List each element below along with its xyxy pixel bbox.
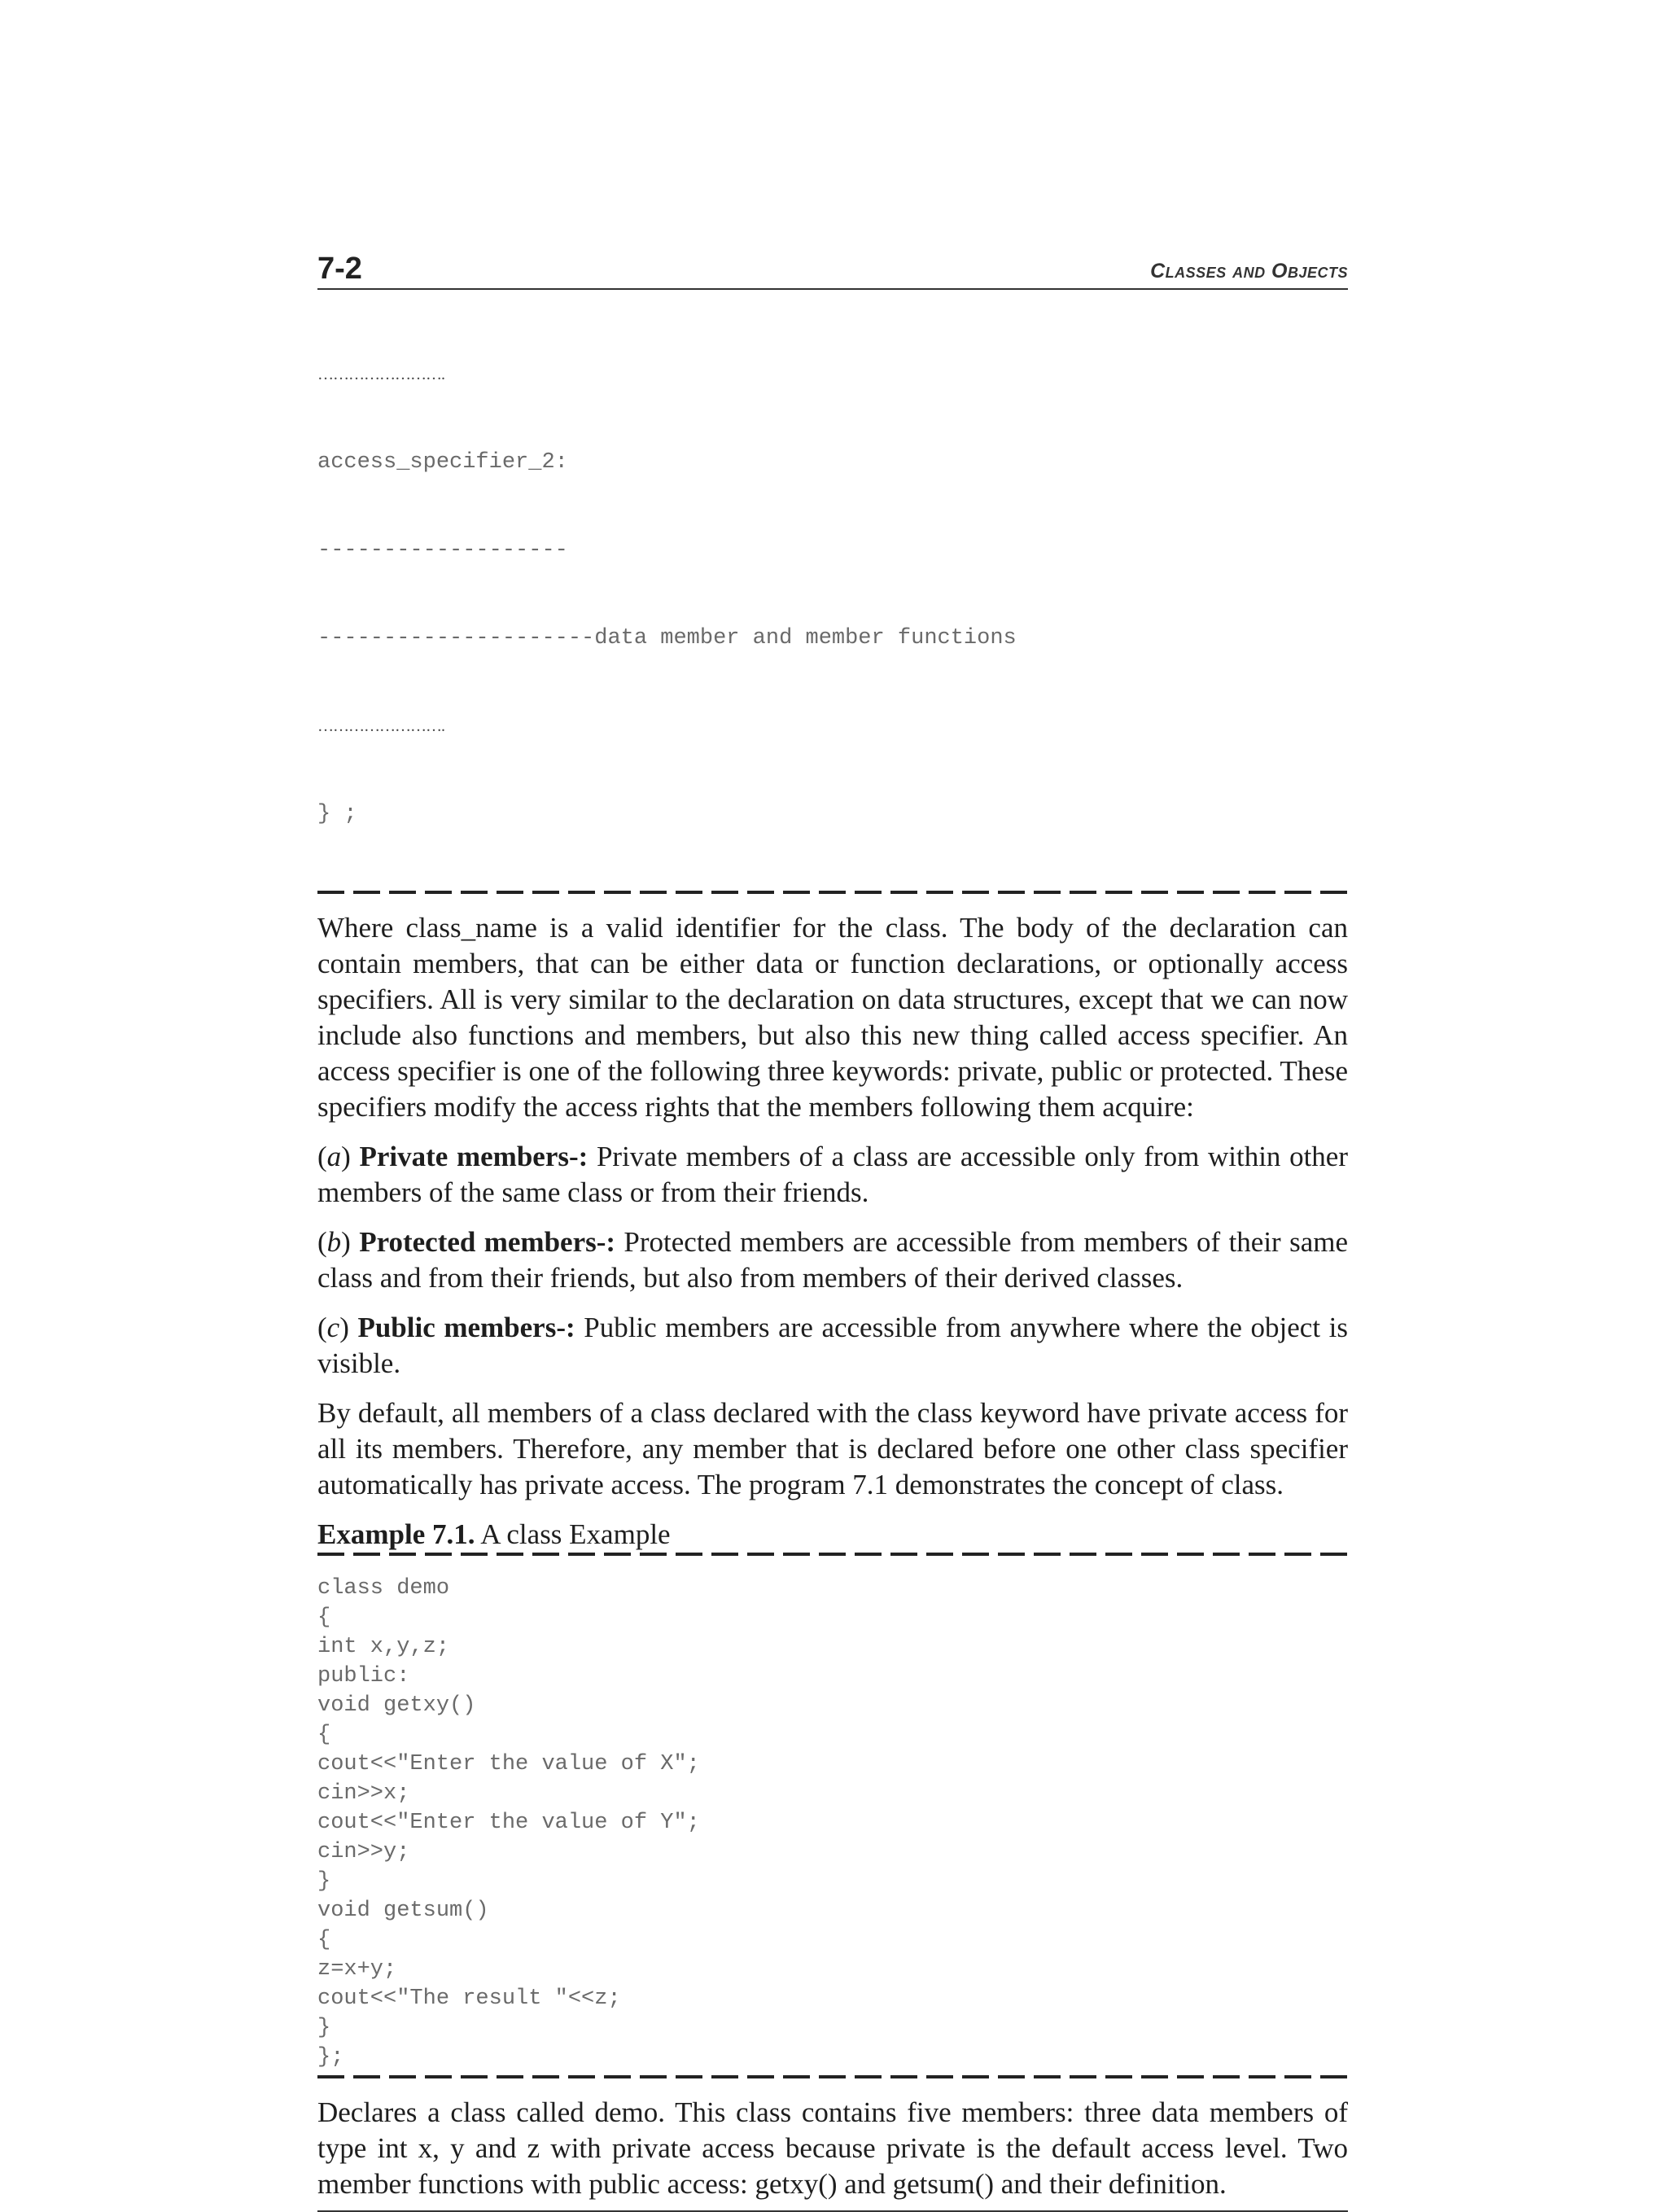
code-line: }	[317, 2016, 331, 2040]
code-line: cout<<"The result "<<z;	[317, 1986, 621, 2011]
closing-paragraph: Declares a class called demo. This class contains five members: three data members of type int x, y and z with private access because private is the default access level. Two member functions with public access: getxy() and getsum() and their definition.	[317, 2096, 1348, 2200]
page-number: 7-2	[317, 252, 362, 286]
chapter-title	[1150, 260, 1348, 285]
access-item-private: (a) Private members-: Private members of a class are accessible only from within other members of the same class or from their friends.	[317, 1141, 1348, 1208]
code-line: }	[317, 1869, 331, 1894]
intro-paragraph: Where class_name is a valid identifier for the class. The body of the declaration can contain members, that can be either data or function declarations, or optionally access specifiers. All is very similar to the declaration on data structures, except that we can now include also functions and members, but also this new thing called access specifier. An access specifier is one of the following three keywords: private, public or protected. These specifiers modify the access rights that the members following them acquire:	[317, 912, 1348, 1123]
code-line: {	[317, 1723, 331, 1747]
code-line: ---------------------data member and member functions	[317, 626, 1017, 650]
example-label: Example 7.1.	[317, 1518, 475, 1550]
code-line: void getxy()	[317, 1693, 476, 1718]
code-line: cout<<"Enter the value of X";	[317, 1752, 700, 1776]
example-code-block	[317, 1574, 1348, 2072]
dashed-divider	[317, 1553, 1348, 1556]
code-line: void getsum()	[317, 1899, 489, 1923]
code-line: } ;	[317, 802, 357, 826]
code-line: int x,y,z;	[317, 1635, 450, 1659]
syntax-code-block	[317, 301, 1348, 887]
dashed-divider	[317, 2075, 1348, 2078]
code-line: public:	[317, 1664, 410, 1689]
default-access-paragraph: By default, all members of a class declared with the class keyword have private access for all its members. Therefore, any member that is declared before one other class specifier automatically has private access. The program 7.1 demonstrates the concept of class.	[317, 1397, 1348, 1500]
ellipsis-line: …………………….	[317, 366, 444, 383]
code-line: {	[317, 1605, 331, 1630]
ellipsis-line: …………………….	[317, 717, 444, 735]
code-line: class demo	[317, 1576, 450, 1601]
body-text	[317, 910, 1348, 1553]
code-line: -------------------	[317, 538, 568, 563]
example-heading	[317, 1517, 1348, 1553]
code-line: cout<<"Enter the value of Y";	[317, 1811, 700, 1835]
dashed-divider	[317, 891, 1348, 894]
book-page	[317, 244, 1348, 2212]
access-item-public: (c) Public members-: Public members are accessible from anywhere where the object is visible.	[317, 1312, 1348, 1379]
code-line: cin>>y;	[317, 1840, 410, 1864]
access-item-protected: (b) Protected members-: Protected members are accessible from members of their same class and from their friends, but also from members of their derived classes.	[317, 1226, 1348, 1294]
code-line: {	[317, 1928, 331, 1952]
code-line: cin>>x;	[317, 1781, 410, 1806]
code-line: access_specifier_2:	[317, 450, 568, 475]
example-title: A class Example	[475, 1518, 671, 1550]
chapter-title-text: Classes and Objects	[1150, 260, 1348, 283]
code-line: };	[317, 2045, 344, 2070]
page-header	[317, 244, 1348, 290]
code-line: z=x+y;	[317, 1957, 397, 1982]
